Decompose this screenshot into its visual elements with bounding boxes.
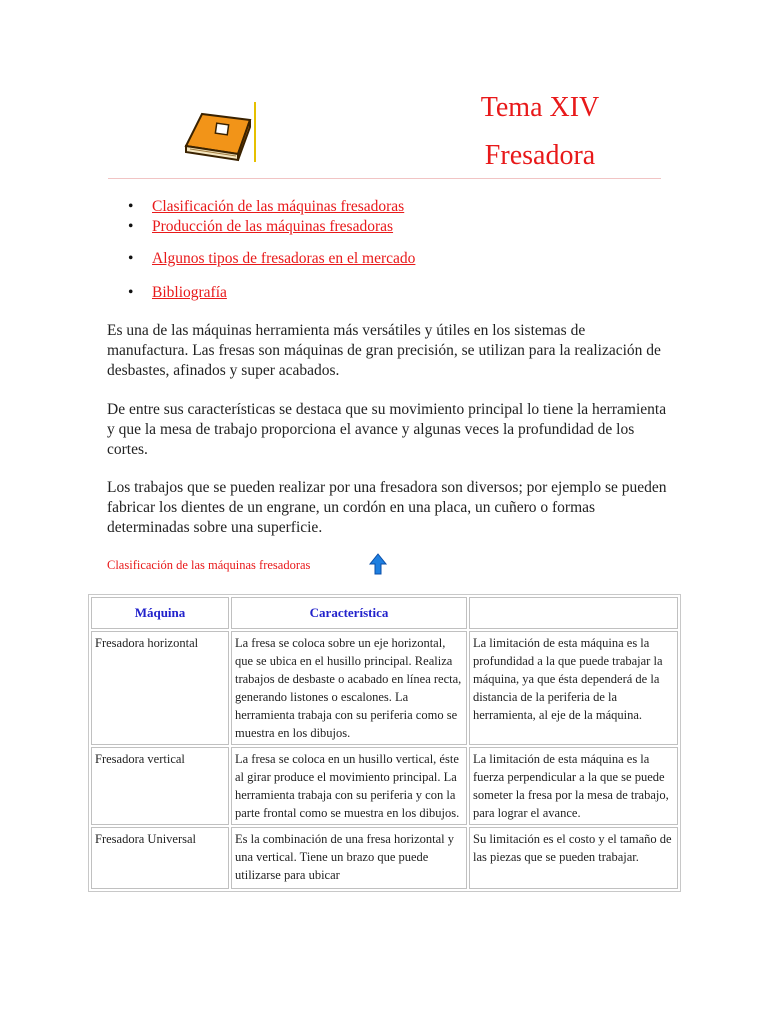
bullet-icon: • [128,198,134,215]
toc-item [128,250,416,268]
toc-link-bibliografia[interactable]: Bibliografía [152,284,227,301]
machines-table [88,594,681,929]
title-divider [108,178,661,179]
cell-feature: La fresa se coloca en un husillo vertical, éste al girar produce el movimiento principal. La herramienta trabaja con su periferia y con la parte frontal como se muestra en los dibujos. [231,747,467,825]
toc-item [128,198,405,216]
arrow-up-icon[interactable] [368,553,388,575]
toc-link-produccion[interactable]: Producción de las máquinas fresadoras [152,218,394,235]
bullet-icon: • [128,284,134,301]
cell-machine: Fresadora horizontal [91,631,229,745]
intro-paragraph-3: Los trabajos que se pueden realizar por una fresadora son diversos; por ejemplo se pueden fabricar los dientes de un engrane, un cordón en una placa, un cuñero o formas determinadas sobre una superficie. [107,479,667,536]
table-row [91,747,678,825]
page-title [440,92,640,188]
bullet-icon: • [128,250,134,267]
book-icon [180,100,262,166]
cell-feature: Es la combinación de una fresa horizontal y una vertical. Tiene un brazo que puede utilizarse para ubicar [231,827,467,889]
toc-link-tipos[interactable]: Algunos tipos de fresadoras en el mercado [152,250,416,267]
table-header-row [91,597,678,629]
intro-paragraph-2: De entre sus características se destaca que su movimiento principal lo tiene la herramienta y que la mesa de trabajo proporciona el avance y algunas veces la profundidad de los cortes. [107,401,667,458]
cell-limit: La limitación de esta máquina es la fuerza perpendicular a la que se puede someter la fresa por la mesa de trabajo, para lograr el avance. [469,747,678,825]
bullet-icon: • [128,218,134,235]
cell-limit: Su limitación es el costo y el tamaño de las piezas que se pueden trabajar. [469,827,678,889]
header-empty [469,597,678,629]
section-heading: Clasificación de las máquinas fresadoras [107,558,311,572]
cell-machine: Fresadora Universal [91,827,229,889]
cell-feature: La fresa se coloca sobre un eje horizontal, que se ubica en el husillo principal. Realiza trabajos de desbaste o acabado en línea recta, generando listones o escalones. La herramienta trabaja con su periferia como se muestra en los dibujos. [231,631,467,745]
toc-item [128,284,227,302]
title-line-2: Fresadora [484,140,596,171]
toc-item [128,218,394,236]
toc-link-clasificacion[interactable]: Clasificación de las máquinas fresadoras [152,198,405,215]
cell-limit: La limitación de esta máquina es la profundidad a la que puede trabajar la máquina, ya que ésta dependerá de la distancia de la periferia de la herramienta, al eje de la máquina. [469,631,678,745]
cell-machine: Fresadora vertical [91,747,229,825]
table-row [91,827,678,889]
table-row [91,631,678,745]
title-line-1: Tema XIV [480,92,600,123]
header-caracteristica: Característica [231,597,467,629]
intro-paragraph-1: Es una de las máquinas herramienta más versátiles y útiles en los sistemas de manufactura. Las fresas son máquinas de gran precisión, se utilizan para la realización de desbastes, afinados y super acabados. [107,322,661,379]
header-maquina: Máquina [91,597,229,629]
